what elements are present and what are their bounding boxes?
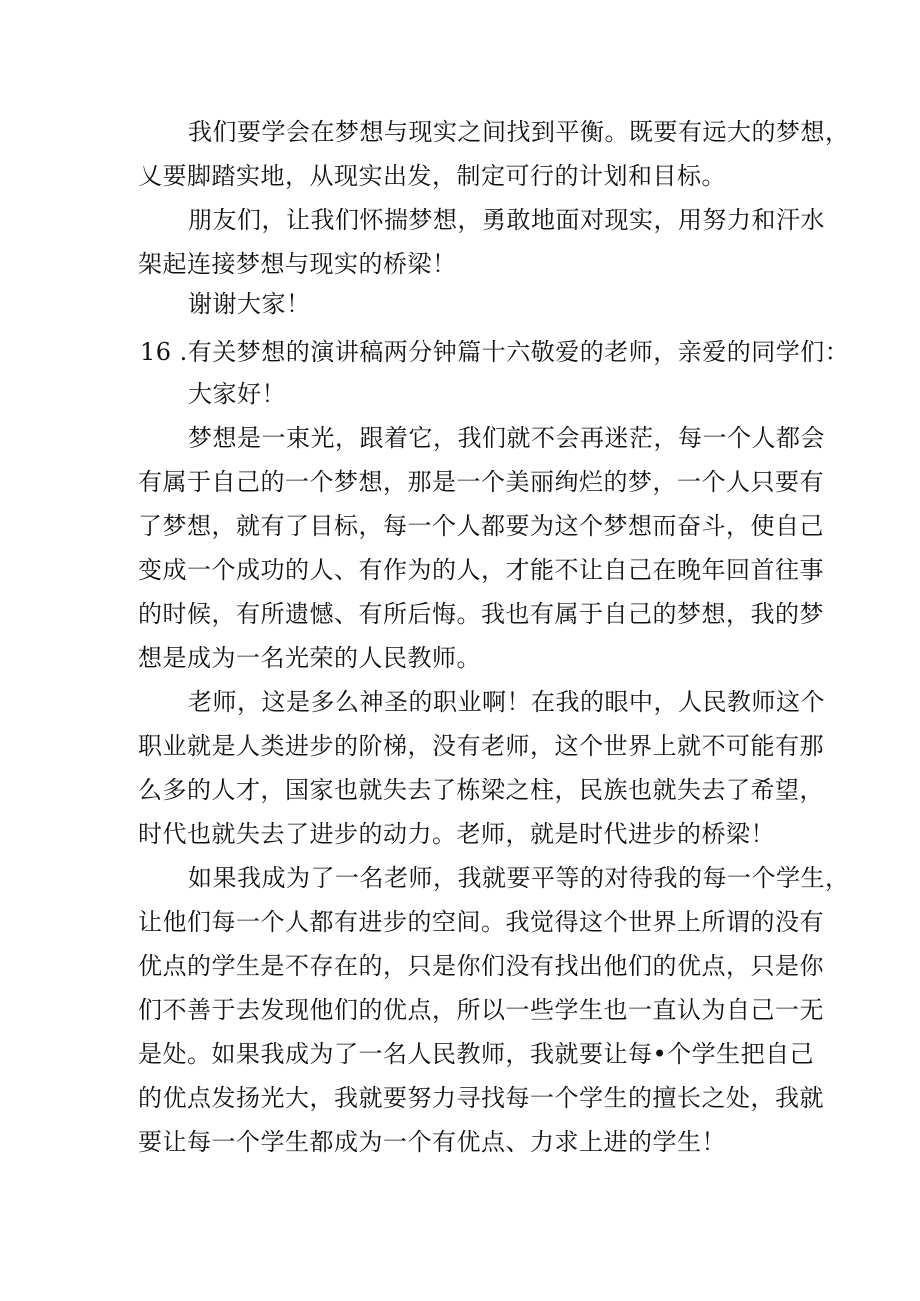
text-line: 乂要脚踏实地，从现实出发，制定可行的计划和目标。: [138, 162, 726, 190]
text-line: 变成一个成功的人、有作为的人，才能不让自己在晚年回首往事: [138, 556, 824, 584]
section-heading: 16 .有关梦想的演讲稿两分钟篇十六敬爱的老师，亲爱的同学们：: [140, 338, 850, 366]
text-line: 如果我成为了一名老师，我就要平等的对待我的每一个学生，: [188, 864, 850, 892]
text-line: 谢谢大家！: [188, 290, 311, 318]
text-line: 是处。如果我成为了一名人民教师，我就要让每•个学生把自己: [138, 1040, 815, 1068]
text-line: 么多的人才，国家也就失去了栋梁之柱，民族也就失去了希望，: [138, 776, 824, 804]
text-line: 职业就是人类进步的阶梯，没有老师，这个世界上就不可能有那: [138, 732, 824, 760]
text-line: 我们要学会在梦想与现实之间找到平衡。既要有远大的梦想，: [188, 118, 850, 146]
text-line: 有属于自己的一个梦想，那是一个美丽绚烂的梦，一个人只要有: [138, 468, 824, 496]
text-line: 的时候，有所遗憾、有所后悔。我也有属于自己的梦想，我的梦: [138, 600, 824, 628]
text-line: 老师，这是多么神圣的职业啊！在我的眼中，人民教师这个: [188, 688, 825, 716]
text-line: 时代也就失去了进步的动力。老师，就是时代进步的桥梁！: [138, 820, 775, 848]
text-line: 想是成为一名光荣的人民教师。: [138, 644, 481, 672]
text-line: 朋友们，让我们怀揣梦想，勇敢地面对现实，用努力和汗水: [188, 206, 825, 234]
text-line: 的优点发扬光大，我就要努力寻找每一个学生的擅长之处，我就: [138, 1084, 824, 1112]
text-line: 们不善于去发现他们的优点，所以一些学生也一直认为自己一无: [138, 996, 824, 1024]
text-line: 要让每一个学生都成为一个有优点、力求上进的学生！: [138, 1128, 726, 1156]
text-line: 优点的学生是不存在的，只是你们没有找出他们的优点，只是你: [138, 952, 824, 980]
text-line: 了梦想，就有了目标，每一个人都要为这个梦想而奋斗，使自己: [138, 512, 824, 540]
text-line: 梦想是一束光，跟着它，我们就不会再迷茫，每一个人都会: [188, 424, 825, 452]
text-line: 让他们每一个人都有进步的空间。我觉得这个世界上所谓的没有: [138, 908, 824, 936]
text-line: 大家好！: [188, 380, 286, 408]
text-line: 架起连接梦想与现实的桥梁！: [138, 250, 457, 278]
